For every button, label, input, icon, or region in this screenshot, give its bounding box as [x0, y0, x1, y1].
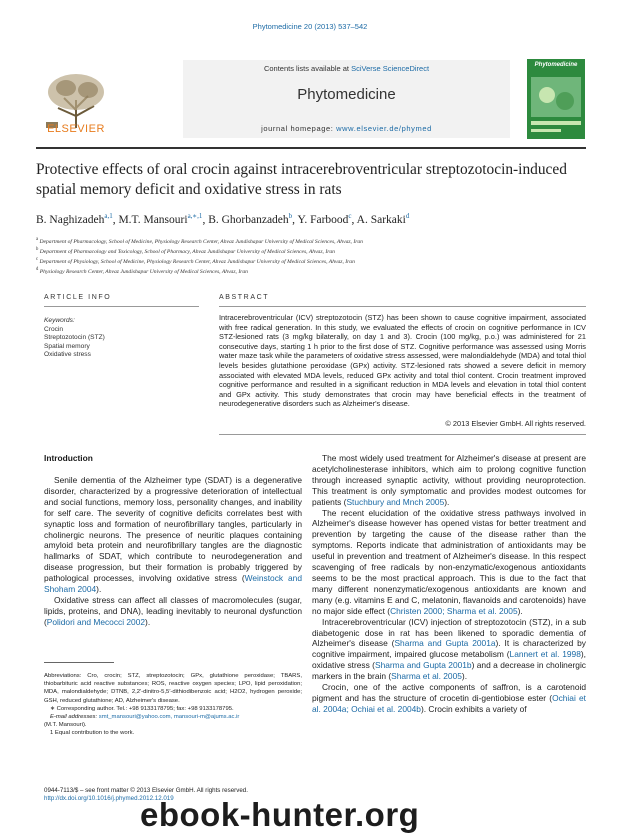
contents-line	[183, 64, 510, 73]
homepage-link[interactable]: www.elsevier.de/phymed	[336, 124, 432, 133]
keywords-label: Keywords:	[44, 317, 75, 324]
cover-art-icon	[527, 59, 585, 139]
journal-title: Phytomedicine	[297, 86, 396, 103]
paragraph: Crocin, one of the active components of saffron, is a carotenoid pigment and has the structure of crocetin di-gentiobiose ester (Ochiai et al. 2004a; Ochiai et al. 2004b). Crocin exhibits a variety of	[312, 682, 586, 714]
affiliation-item: $^c$ Department of Physiology, School of Medicine, Physiology Research Center, Ahvaz Jundishapur University of Medical Sciences, Ahvaz, Iran	[36, 257, 355, 265]
issn-line: 0944-7113/$ – see front matter © 2013 Elsevier GmbH. All rights reserved.	[44, 787, 248, 794]
right-column	[312, 453, 586, 715]
cover-title: Phytomedicine	[534, 62, 578, 68]
journal-homepage	[183, 124, 510, 133]
article-info-rule	[44, 306, 199, 307]
paragraph: Intracerebroventricular (ICV) injection of streptozotocin (STZ), in a sub diabetogenic dose in rat has been likened to sporadic dementia of Alzheimer's disease (Sharma and Gupta 2001a). It is characterized by cognitive impairment, impaired glucose metabolism (Lannert et al. 1998), oxidative stress (Sharma and Gupta 2001b) and a decrease in cholinergic markers in the brain (Sharma et al. 2005).	[312, 616, 586, 682]
email-link[interactable]: smt_mansouri@yahoo.com, mansouri-m@ajums.ac.ir	[98, 714, 240, 721]
footnote-divider	[44, 662, 114, 663]
keyword-item: Crocin	[44, 325, 64, 333]
homepage-prefix: journal homepage:	[261, 124, 337, 133]
author-list: B. Naghizadeh$^{a,1}$, M.T. Mansouri$^{a,∗,1}$, B. Ghorbanzadeh$^b$, Y. Farbood$^c$, A. Sarkaki$^d$	[36, 212, 410, 226]
abbreviations-note: Abbreviations: Cro, crocin; STZ, streptozotocin; GPx, glutathione peroxidase; TBARS, thiobarbituric acid reactive substances; ROS, reactive oxygen species; LPO, lipid peroxidation; MDA, malondialdehyde; DTNB, 2,2′-dinitro-5,5′-dithiodibenzoic acid; H2O2, hydrogen peroxide; GSH, reduced glutathione; AD, Alzheimer's disease.	[44, 673, 302, 704]
elsevier-logo: ELSEVIER	[47, 123, 105, 135]
paragraph: The most widely used treatment for Alzheimer's disease at present are acetylcholinesterase inhibitors, which aim to prolong cognitive function through increased synaptic activity, without providing neuroprotection. This treatment is only symptomatic and provides modest outcomes for patients (Stuchbury and Mnch 2005).	[312, 453, 586, 507]
header-divider	[36, 147, 586, 149]
author-sup: a,∗,1	[187, 212, 203, 220]
abstract-bottom-rule	[219, 434, 586, 435]
affiliations	[36, 236, 596, 276]
citation-link[interactable]: Ochiai et al. 2004a; Ochiai et al. 2004b	[312, 692, 586, 714]
corresponding-note: ∗ Corresponding author. Tel.: +98 9133178795; fax: +98 9133178795.	[50, 705, 234, 712]
abstract-heading: ABSTRACT	[219, 294, 270, 301]
paragraph: The recent elucidation of the oxidative stress pathways involved in Alzheimer's disease however has opened vistas for better treatment and prevention by targeting the cause of the disease rather than the symptoms. Reports indicate that administration of antioxidants may be useful in prevention and treatment of Alzheimer's disease. In this respect scavenging of free radicals by non-enzymatic/exogenous antioxidants seems to be the most practical approach. This is due to the fact that many different nonenzymatic/exogenous antioxidants are known and many (e.g. vitamins E and C, melatonin, flavanoids and carotenoids) have no major side effect (Christen 2000; Sharma et al. 2005).	[312, 507, 586, 616]
abstract-copyright: © 2013 Elsevier GmbH. All rights reserved.	[445, 419, 586, 428]
article-title: Protective effects of oral crocin against intracerebroventricular streptozotocin-induced spatial memory deficit and oxidative stress in rats	[36, 161, 567, 198]
journal-cover	[527, 59, 585, 139]
article-info-heading: ARTICLE INFO	[44, 294, 112, 301]
affiliation-item: $^b$ Department of Pharmacology and Toxicology, School of Pharmacy, Ahvaz Jundishapur University of Medical Sciences, Ahvaz, Iran	[36, 247, 335, 255]
email-note: E-mail addresses: smt_mansouri@yahoo.com, mansouri-m@ajums.ac.ir	[50, 714, 240, 721]
author-sup: b	[288, 212, 293, 220]
author-sup: a,1	[104, 212, 113, 220]
paragraph: Oxidative stress can affect all classes of macromolecules (sugar, lipids, proteins, and DNA), leading inevitably to neuronal dysfunction (Polidori and Mecocci 2002).	[44, 594, 302, 627]
author-name[interactable]: A. Sarkaki	[356, 213, 406, 226]
sciencedirect-link[interactable]: SciVerse ScienceDirect	[351, 64, 430, 73]
left-column	[44, 475, 302, 628]
abstract-text: Intracerebroventricular (ICV) streptozotocin (STZ) has been shown to cause cognitive impairment, associated with free radical generation. In this study, we evaluated the effects of crocin on cognitive performance in ICV STZ-lesioned rats (3 mg/kg bilaterally, on day 1 and 3). Crocin (100 mg/kg, p.o.) was administered for 21 consecutive days, starting 1 h prior to the first dose of STZ. Cognitive performance was assessed using Morris water maze task while the parameters of oxidative stress assessed, were malondialdehyde (MDA) and total thiol levels besides glutathione peroxidase (GPx) activity. STZ-lesioned rats showed a severe deficit in memory associated with elevated MDA levels, reduced GPx activity and total thiol content. Crocin treatment improved cognitive performance and resulted in a significant reduction in MDA levels and elevation in total thiol content and GPx activity. This study demonstrates that crocin may have beneficial effects in the treatment of neurodegenerative disorders such as Alzheimer's disease.	[219, 313, 586, 409]
author-name[interactable]: M.T. Mansouri	[118, 213, 188, 226]
citation-link[interactable]: Polidori and Mecocci 2002	[46, 616, 146, 627]
author-name[interactable]: B. Naghizadeh	[36, 213, 105, 226]
footnotes	[44, 672, 302, 738]
affiliation-item: $^d$ Physiology Research Center, Ahvaz Jundishapur University of Medical Sciences, Ahvaz, Iran	[36, 267, 248, 276]
abstract-rule	[219, 306, 586, 307]
citation-link[interactable]: Sharma and Gupta 2001a	[394, 638, 496, 649]
citation-link[interactable]: Christen 2000; Sharma et al. 2005	[390, 605, 518, 616]
journal-reference[interactable]: Phytomedicine 20 (2013) 537–542	[252, 22, 368, 31]
author-sup: c	[348, 212, 352, 220]
author-name[interactable]: B. Ghorbanzadeh	[208, 213, 289, 226]
keywords-block	[44, 317, 194, 360]
contents-prefix: Contents lists available at	[263, 64, 352, 73]
keyword-item: Oxidative stress	[44, 351, 91, 359]
author-sup: d	[405, 212, 410, 220]
keyword-item: Spatial memory	[44, 342, 90, 350]
introduction-heading: Introduction	[44, 453, 93, 463]
citation-link[interactable]: Lannert et al. 1998	[509, 649, 581, 660]
citation-link[interactable]: Sharma et al. 2005	[391, 671, 462, 682]
doi-link[interactable]: http://dx.doi.org/10.1016/j.phymed.2012.12.019	[44, 795, 174, 803]
equal-contribution-note: 1 Equal contribution to the work.	[50, 730, 135, 737]
citation-link[interactable]: Weinstock and Shoham 2004	[44, 573, 302, 595]
author-name[interactable]: Y. Farbood	[297, 213, 349, 226]
affiliation-item: $^a$ Department of Pharmacology, School of Medicine, Physiology Research Center, Ahvaz Jundishapur University of Medical Sciences, Ahvaz, Iran	[36, 237, 363, 245]
citation-link[interactable]: Sharma and Gupta 2001b	[374, 660, 472, 671]
email-owner: (M.T. Mansouri).	[44, 722, 87, 729]
citation-link[interactable]: Stuchbury and Mnch 2005	[346, 496, 445, 507]
watermark: ebook-hunter.org	[140, 796, 420, 833]
keyword-item: Streptozotocin (STZ)	[44, 334, 105, 342]
paragraph: Senile dementia of the Alzheimer type (SDAT) is a degenerative disorder, characterized by a progressive deterioration of intellectual and social functions, memory loss, personality changes, and inability for self care. The severity of cognitive deficits correlates best with synaptic loss and formation of neurofibrillary tangles, particularly in cholinergic neurons. The presence of neuritic plaques containing amyloid beta protein and neurofibrillary tangles are the diagnostic hallmarks of SDAT, which contribute to neurodegeneration and disease progression, but their formation is probably triggered by pathological processes, involving oxidative stress (Weinstock and Shoham 2004).	[44, 475, 302, 595]
